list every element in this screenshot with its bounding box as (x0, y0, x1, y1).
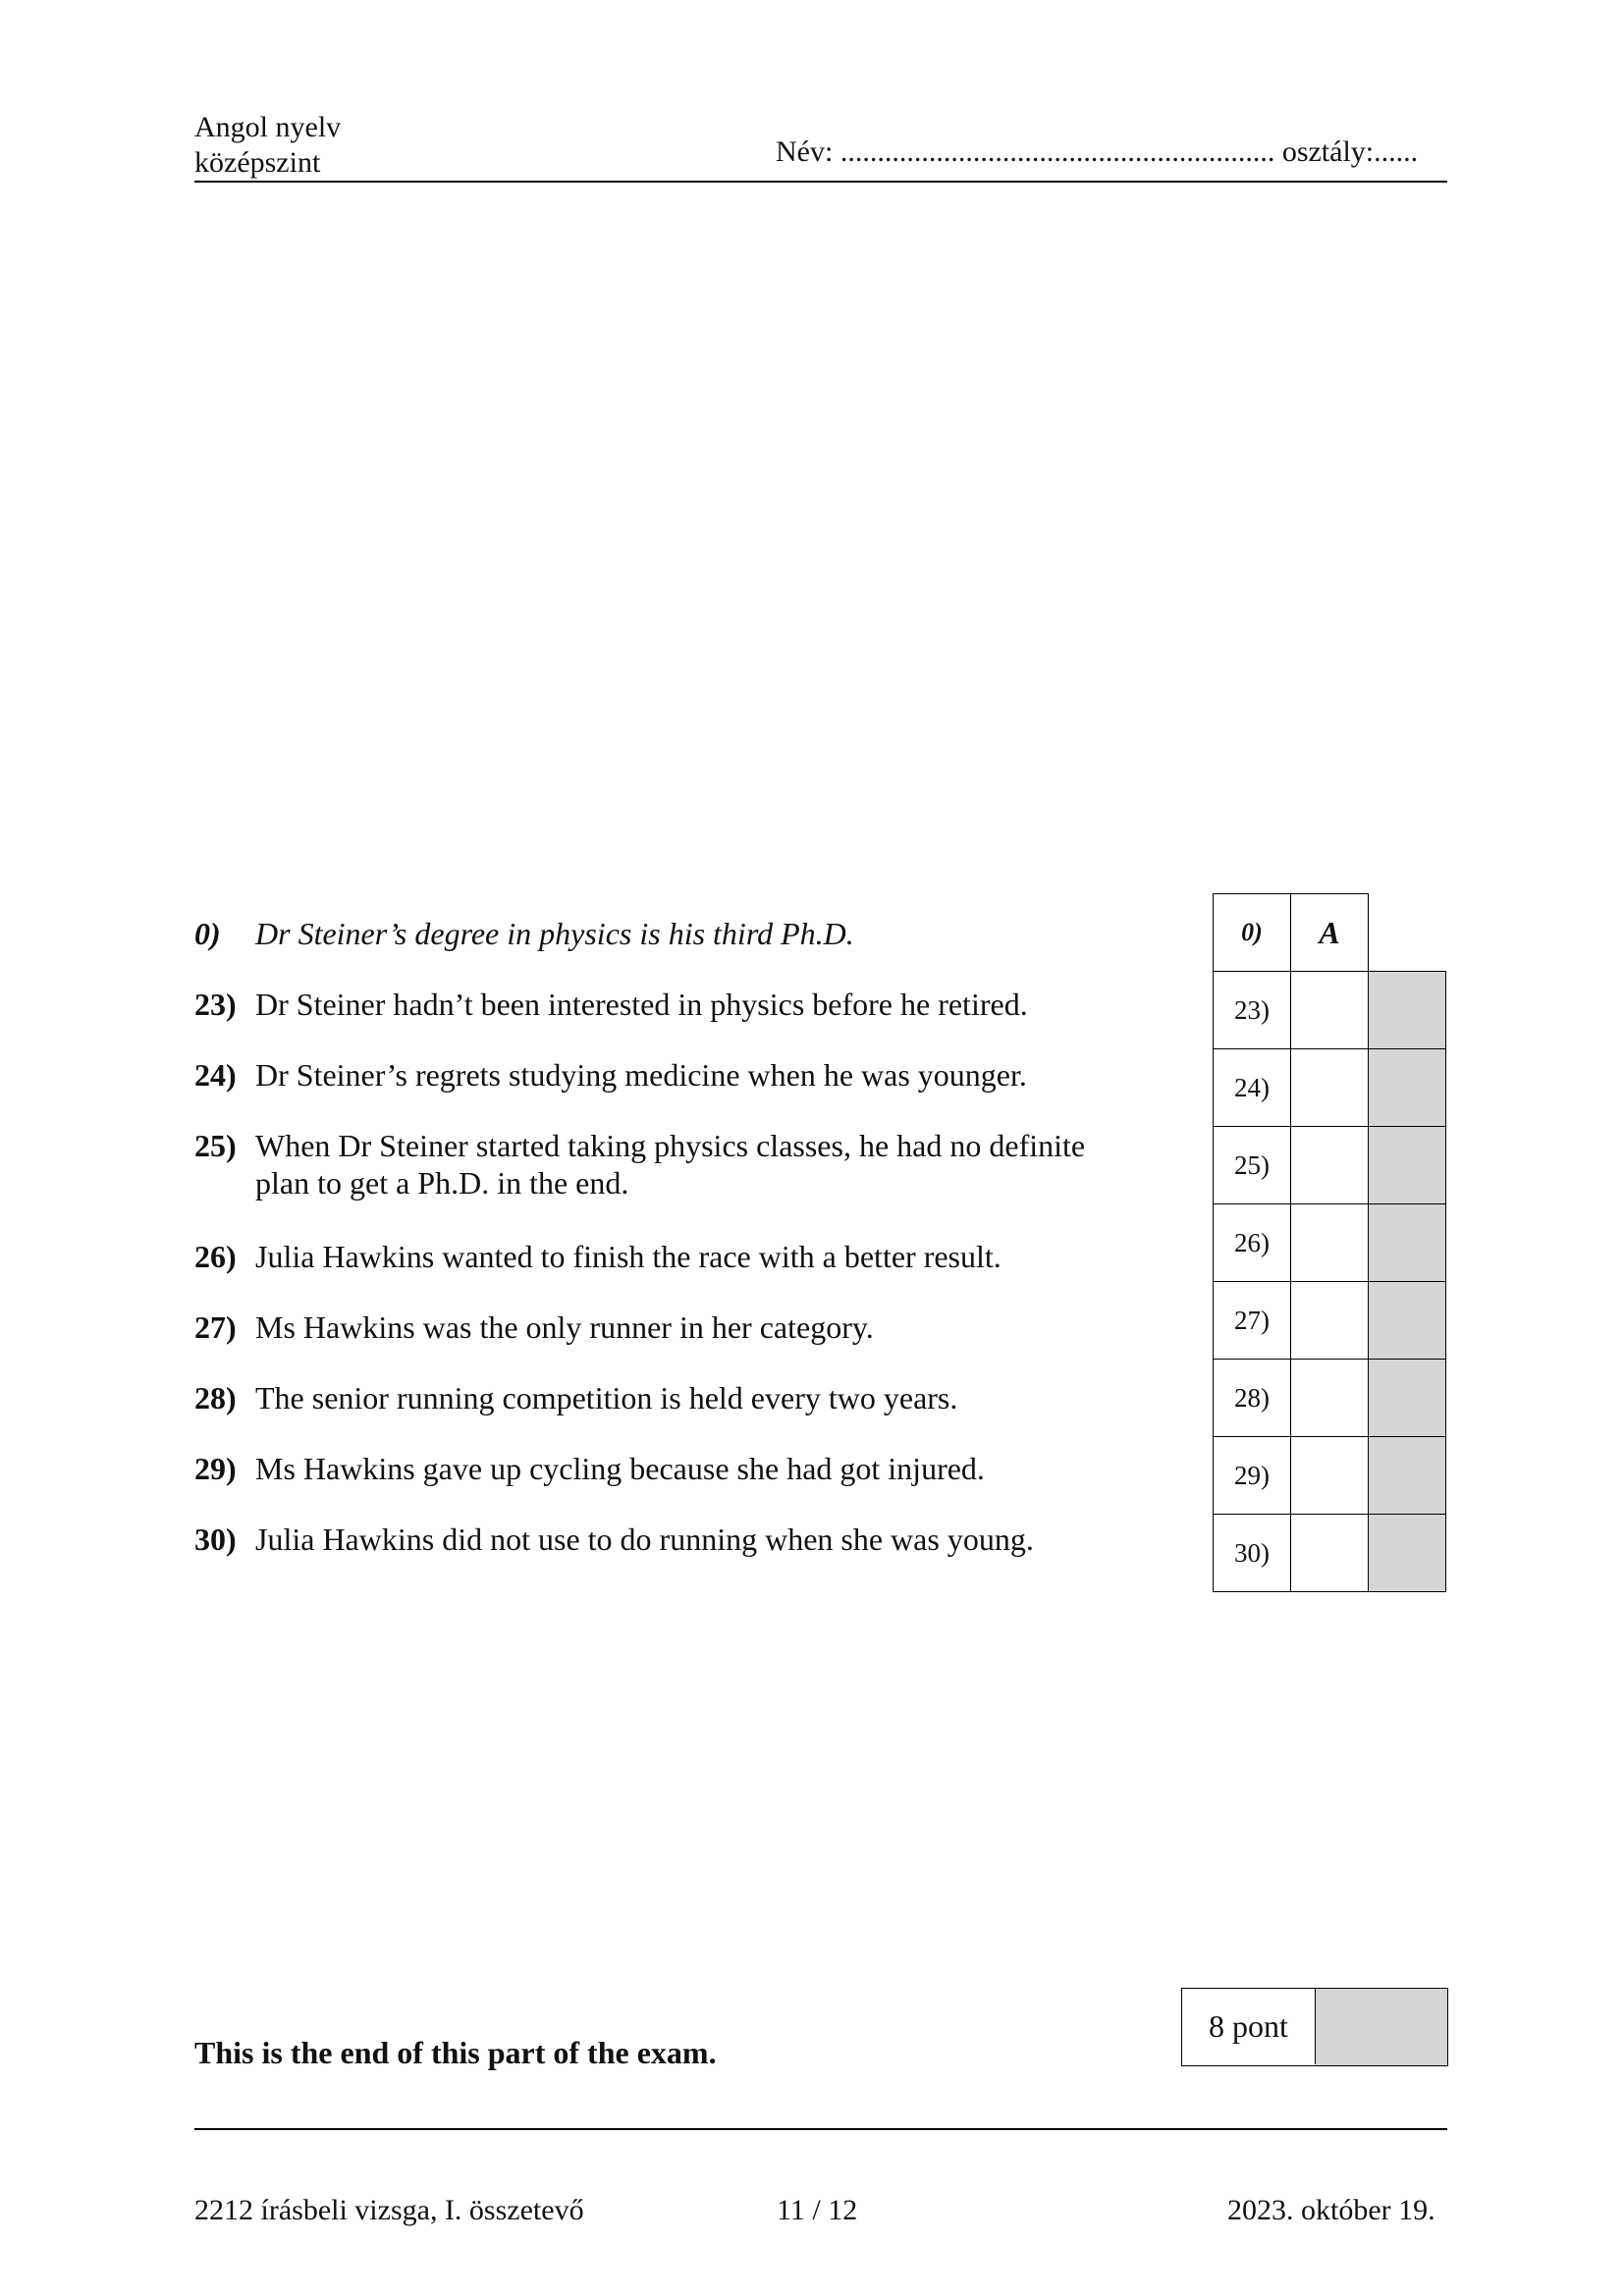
answer-box-27[interactable] (1290, 1281, 1369, 1360)
answer-row-label: 29) (1213, 1436, 1291, 1515)
statement-text (255, 1127, 1178, 1201)
footer-date: 2023. október 19. (1227, 2194, 1435, 2226)
answer-box-30[interactable] (1290, 1514, 1369, 1592)
statement-number: 30) (194, 1522, 237, 1557)
statement-text: Dr Steiner’s regrets studying medicine when he was younger. (255, 1057, 1027, 1093)
answer-row-label: 24) (1213, 1048, 1291, 1127)
score-box-24 (1368, 1048, 1446, 1127)
footer-exam-id: 2212 írásbeli vizsga, I. összetevő (194, 2194, 584, 2226)
statement-text-line-2: plan to get a Ph.D. in the end. (255, 1165, 629, 1201)
statement-number: 24) (194, 1057, 237, 1093)
score-box-30 (1368, 1514, 1446, 1592)
score-box-29 (1368, 1436, 1446, 1515)
score-box-27 (1368, 1281, 1446, 1360)
answer-box-23[interactable] (1290, 971, 1369, 1049)
name-class-field: Név: ........................................................... osztály:...... (776, 135, 1419, 168)
statement-text-line-1: When Dr Steiner started taking physics classes, he had no definite (255, 1128, 1086, 1163)
statement-text: The senior running competition is held every two years. (255, 1380, 958, 1415)
statement-number: 23) (194, 987, 237, 1022)
answer-box-29[interactable] (1290, 1436, 1369, 1515)
statement-number: 0) (194, 916, 221, 951)
statement-text: Ms Hawkins was the only runner in her category. (255, 1309, 874, 1345)
statement-text: Julia Hawkins wanted to finish the race with a better result. (255, 1239, 1001, 1274)
header-subject: Angol nyelv (194, 111, 342, 143)
score-box-26 (1368, 1203, 1446, 1282)
answer-box-28[interactable] (1290, 1359, 1369, 1437)
statement-number: 28) (194, 1380, 237, 1415)
total-score-box (1181, 1988, 1448, 2066)
score-box-25 (1368, 1126, 1446, 1204)
total-score-field (1316, 1989, 1447, 2065)
score-box-23 (1368, 971, 1446, 1049)
answer-row-label: 28) (1213, 1359, 1291, 1437)
header-level: középszint (194, 146, 321, 179)
footer-page-number: 11 / 12 (777, 2194, 858, 2226)
answer-box-24[interactable] (1290, 1048, 1369, 1127)
statement-number: 29) (194, 1451, 237, 1486)
end-of-part-text: This is the end of this part of the exam. (194, 2035, 717, 2070)
header-subject-block (194, 110, 341, 181)
answer-row-label: 26) (1213, 1203, 1291, 1282)
answer-table-example-label: 0) (1213, 893, 1291, 972)
answer-row-label: 30) (1213, 1514, 1291, 1592)
score-box-28 (1368, 1359, 1446, 1437)
statement-number: 25) (194, 1128, 237, 1163)
statement-number: 27) (194, 1309, 237, 1345)
statement-text: Dr Steiner hadn’t been interested in physics before he retired. (255, 987, 1028, 1022)
total-score-label: 8 pont (1182, 1989, 1316, 2064)
answer-row-label: 23) (1213, 971, 1291, 1049)
statement-text: Ms Hawkins gave up cycling because she had got injured. (255, 1451, 985, 1486)
answer-row-label: 25) (1213, 1126, 1291, 1204)
answer-box-25[interactable] (1290, 1126, 1369, 1204)
header-rule (194, 181, 1447, 183)
answer-table-example-answer: A (1290, 893, 1369, 972)
statement-text: Julia Hawkins did not use to do running when she was young. (255, 1522, 1034, 1557)
answer-row-label: 27) (1213, 1281, 1291, 1360)
answer-box-26[interactable] (1290, 1203, 1369, 1282)
statement-text: Dr Steiner’s degree in physics is his third Ph.D. (255, 916, 854, 951)
statement-number: 26) (194, 1239, 237, 1274)
footer-rule (194, 2128, 1447, 2130)
